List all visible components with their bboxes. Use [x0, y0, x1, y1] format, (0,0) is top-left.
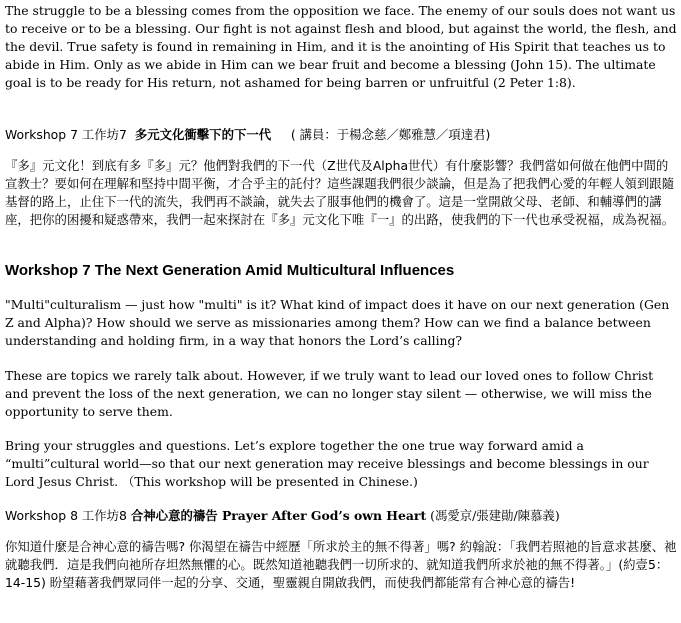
workshop7-title-line	[5, 126, 677, 144]
workshop7-description-zh: 『多』元文化！到底有多『多』元？他們對我們的下一代（Z世代及Alpha世代）有什麼影響？我們當如何做在他們中間的宣教士？要如何在理解和堅持中間平衡，才合乎主的託付？這些課題我們很少談論，但是為了把我們心愛的年輕人領到跟隨基督的路上，止住下一代的流失，我們再不談論，就失去了服事他們的機會了。這是一堂開啟父母、老師、和輔導們的講座，把你的困擾和疑惑帶來，我們一起來探討在『多』元文化下唯『一』的出路，使我們的下一代也承受祝福，成為祝福。	[5, 158, 675, 227]
workshop7-prefix: Workshop 7 工作坊7	[5, 127, 127, 142]
workshop7-paragraph-2: These are topics we rarely talk about. However, if we truly want to lead our loved ones to follow Christ and prevent the loss of the next generation, we can no longer stay silent — otherwise, we will miss the opportunity to serve them.	[5, 368, 654, 419]
workshop7-paragraph-3: Bring your struggles and questions. Let’s explore together the one true way forward amid a “multi”cultural world—so that our next generation may receive blessings and become blessings in our Lord Jesus Christ. （This workshop will be presented in Chinese.)	[5, 438, 649, 489]
workshop8-prefix: Workshop 8 工作坊8	[5, 508, 127, 523]
workshop7-paragraph-1: "Multi"culturalism — just how "multi" is it? What kind of impact does it have on our next generation (Gen Z and Alpha)? How should we serve as missionaries among them? How can we find a balance between understanding and holding firm, in a way that honors the Lord’s calling?	[5, 297, 670, 348]
workshop7-heading-en: Workshop 7 The Next Generation Amid Multicultural Influences	[5, 262, 455, 279]
workshop7-speakers: ( 講員：于楊念慈／鄭雅慧／項達君)	[290, 127, 491, 142]
workshop8-description-zh: 你知道什麼是合神心意的禱告嗎? 你渴望在禱告中經歷「所求於主的無不得著」嗎? 約翰說：「我們若照祂的旨意求甚麼、祂就聽我們．這是我們向祂所存坦然無懼的心。既然知道祂聽我們一切所求的、就知道我們所求於祂的無不得著。」(約壹5：14-15) 盼望藉著我們眾同伴一起的分享、交通，聖靈親自開啟我們，而使我們都能常有合神心意的禱告!	[5, 539, 677, 590]
workshop7-title-zh: 多元文化衝擊下的下一代	[134, 127, 272, 142]
workshop8-speakers: (馮愛京/張建勛/陳慕義)	[430, 508, 560, 523]
workshop8-title: 合神心意的禱告 Prayer After God’s own Heart	[130, 508, 427, 523]
intro-paragraph: The struggle to be a blessing comes from the opposition we face. The enemy of our souls does not want us to receive or to be a blessing. Our fight is not against flesh and blood, but against the world, the flesh, and the devil. True safety is found in remaining in Him, and it is the anointing of His Spirit that teaches us to abide in Him. Only as we abide in Him can we bear fruit and become a blessing (John 15). The ultimate goal is to be ready for His return, not ashamed for being barren or unfruitful (2 Peter 1:8).	[5, 3, 677, 90]
workshop8-title-line	[5, 507, 677, 525]
